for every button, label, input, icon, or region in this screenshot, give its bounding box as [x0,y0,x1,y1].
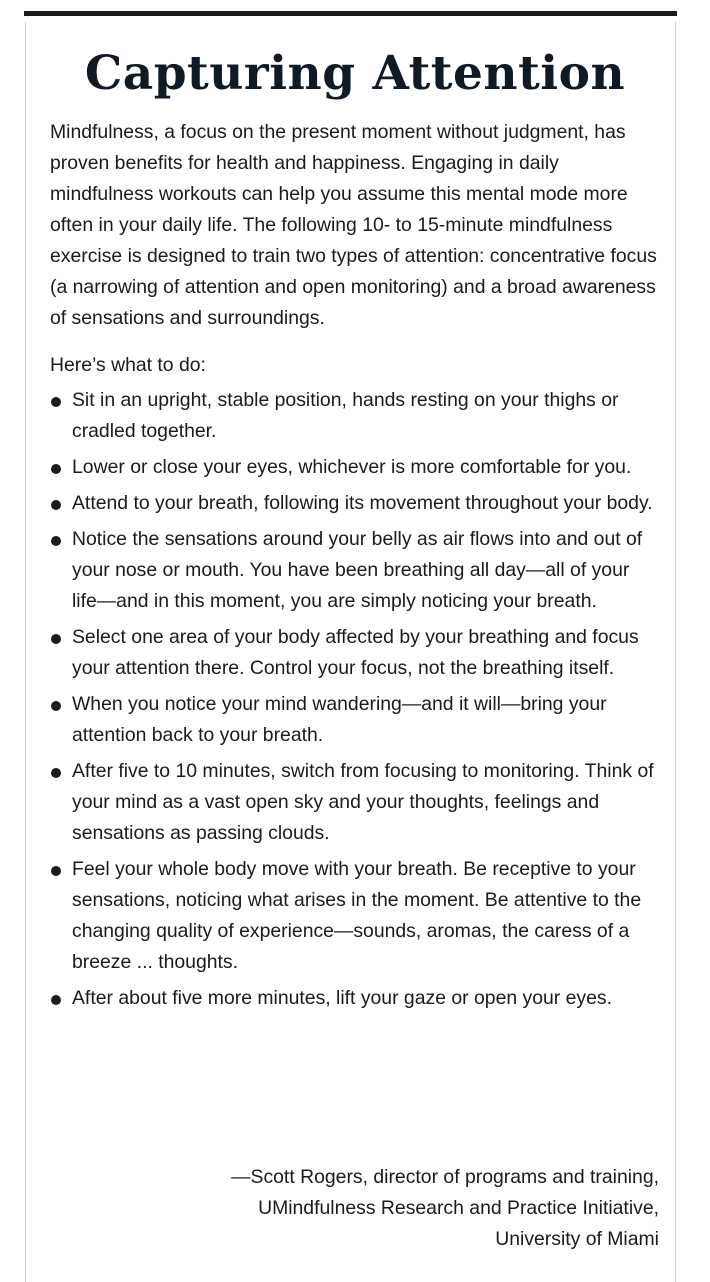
step-text: Lower or close your eyes, whichever is more comfortable for you. [72,456,632,478]
bullet-icon [51,995,61,1005]
intro-text: , a focus on the present moment without judgment, has proven benefits for health and happiness. Engaging in daily mindfulness workouts can help you assume this mental mode more often in your daily life. The following 10- to 15-minute mindfulness exercise is designed to train two types of attention: concentrative focus (a narrowing of attention and open monitoring) and a broad awareness of sensations and surroundings. [50,121,657,329]
step-text: When you notice your mind wandering—and it will—bring your attention back to your breath. [72,693,607,746]
step-text: Attend to your breath, following its movement throughout your body. [72,492,653,514]
bullet-icon [51,634,61,644]
list-item [50,452,658,483]
step-text: Select one area of your body affected by your breathing and focus your attention there. Control your focus, not the breathing itself. [72,626,639,679]
step-text: Notice the sensations around your belly as air flows into and out of your nose or mouth. You have been breathing all day—all of your life—and in this moment, you are simply noticing your breath. [72,528,643,612]
bullet-icon [51,866,61,876]
attribution [231,1162,659,1255]
bullet-icon [51,701,61,711]
attribution-line: —Scott Rogers, director of programs and training, [231,1166,659,1188]
list-item [50,854,658,978]
step-text: Feel your whole body move with your breath. Be receptive to your sensations, noticing what arises in the moment. Be attentive to the changing quality of experience—sounds, aromas, the caress of a breeze ... thoughts. [72,858,642,973]
steps-list [50,385,658,1014]
list-item [50,689,658,751]
step-text: Sit in an upright, stable position, hands resting on your thighs or cradled together. [72,389,619,442]
list-item [50,385,658,447]
intro-paragraph [50,117,658,334]
list-item [50,622,658,684]
intro-lead-word: Mindfulness [50,121,154,143]
bullet-icon [51,464,61,474]
bullet-icon [51,500,61,510]
list-item [50,756,658,849]
list-item [50,524,658,617]
attribution-line: UMindfulness Research and Practice Initiative, [258,1197,659,1219]
step-text: After about five more minutes, lift your gaze or open your eyes. [72,987,612,1009]
attribution-line: University of Miami [495,1228,659,1250]
bullet-icon [51,768,61,778]
list-item [50,488,658,519]
page-title: Capturing Attention [84,46,626,101]
steps-heading: Here’s what to do: [50,354,206,376]
bullet-icon [51,397,61,407]
article-body [50,117,658,1019]
step-text: After five to 10 minutes, switch from focusing to monitoring. Think of your mind as a vast open sky and your thoughts, feelings and sensations as passing clouds. [72,760,654,844]
list-item [50,983,658,1014]
bullet-icon [51,536,61,546]
top-rule [24,11,677,16]
